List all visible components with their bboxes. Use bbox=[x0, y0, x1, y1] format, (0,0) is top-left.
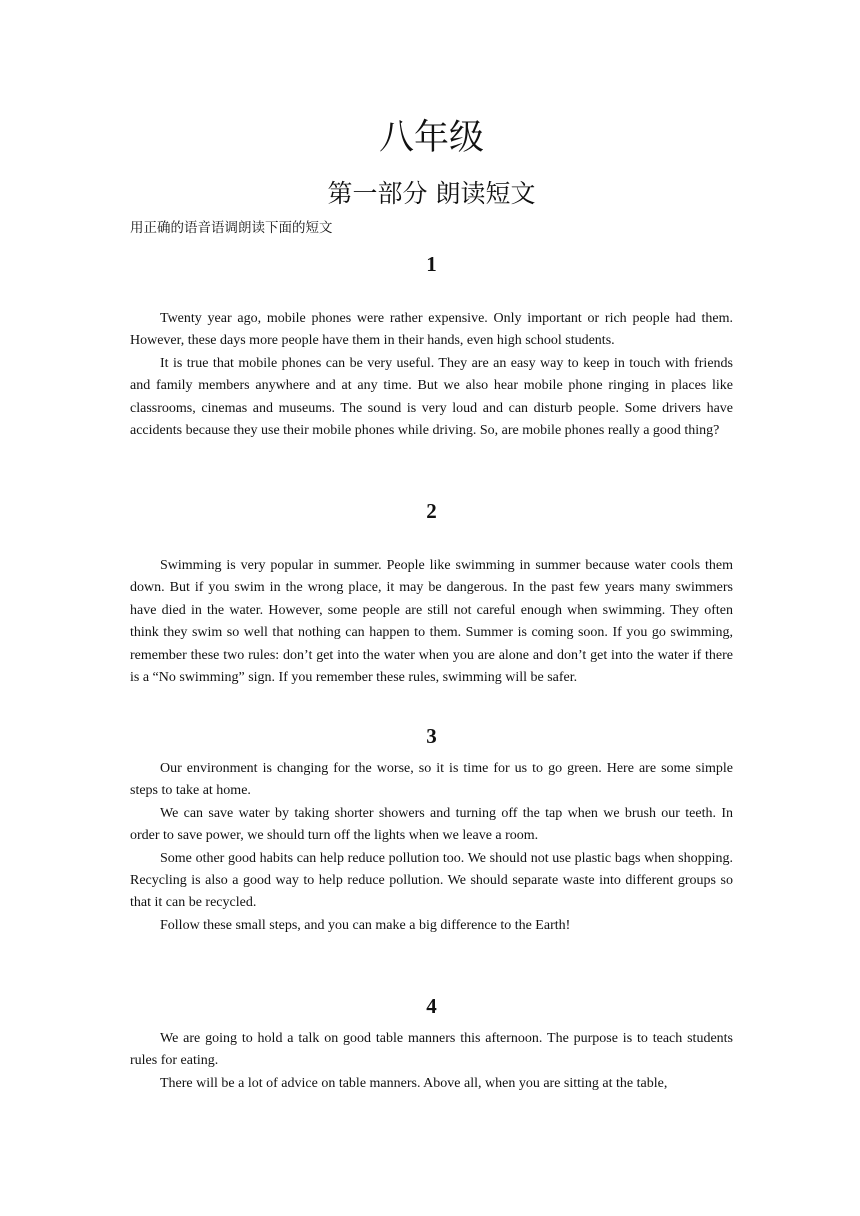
instruction-text: 用正确的语音语调朗读下面的短文 bbox=[130, 220, 333, 236]
paragraph: It is true that mobile phones can be very useful. They are an easy way to keep in touch with friends and family members anywhere and at any time. But we also hear mobile phone ringing in places like classrooms, cinemas and museums. The sound is very loud and can disturb people. Some drivers have accidents because they use their mobile phones while driving. So, are mobile phones really a good thing? bbox=[130, 355, 733, 439]
paragraph: There will be a lot of advice on table manners. Above all, when you are sitting at the table, bbox=[160, 1075, 668, 1091]
paragraph: Swimming is very popular in summer. People like swimming in summer because water cools them down. But if you swim in the wrong place, it may be dangerous. In the past few years many swimmers have died in the water. However, some people are still not careful enough when swimming. They often think they swim so well that nothing can happen to them. Summer is coming soon. If you go swimming, remember these two rules: don’t get into the water when you are alone and don’t get into the water if there is a “No swimming” sign. If you remember these rules, swimming will be safer. bbox=[130, 558, 733, 686]
passage-number-2: 2 bbox=[426, 499, 437, 523]
paragraph: Follow these small steps, and you can make a big difference to the Earth! bbox=[160, 917, 571, 933]
paragraph: Some other good habits can help reduce pollution too. We should not use plastic bags when shopping. Recycling is also a good way to help reduce pollution. We should separate waste into different groups so that it can be recycled. bbox=[130, 850, 733, 911]
passage-2 bbox=[130, 555, 733, 689]
passage-3 bbox=[130, 758, 733, 937]
paragraph: We are going to hold a talk on good table manners this afternoon. The purpose is to teach students rules for eating. bbox=[130, 1031, 733, 1069]
page-title: 八年级 bbox=[378, 118, 484, 158]
section-title: 第一部分 朗读短文 bbox=[327, 179, 536, 208]
paragraph: We can save water by taking shorter showers and turning off the tap when we brush our teeth. In order to save power, we should turn off the lights when we leave a room. bbox=[130, 805, 733, 844]
passage-4 bbox=[130, 1028, 733, 1095]
passage-number-1: 1 bbox=[426, 252, 437, 276]
passage-1 bbox=[130, 308, 733, 442]
passage-number-3: 3 bbox=[426, 724, 437, 748]
paragraph: Twenty year ago, mobile phones were rather expensive. Only important or rich people had them. However, these days more people have them in their hands, even high school students. bbox=[130, 311, 733, 349]
passage-number-4: 4 bbox=[426, 994, 437, 1018]
paragraph: Our environment is changing for the worse, so it is time for us to go green. Here are some simple steps to take at home. bbox=[130, 761, 733, 799]
